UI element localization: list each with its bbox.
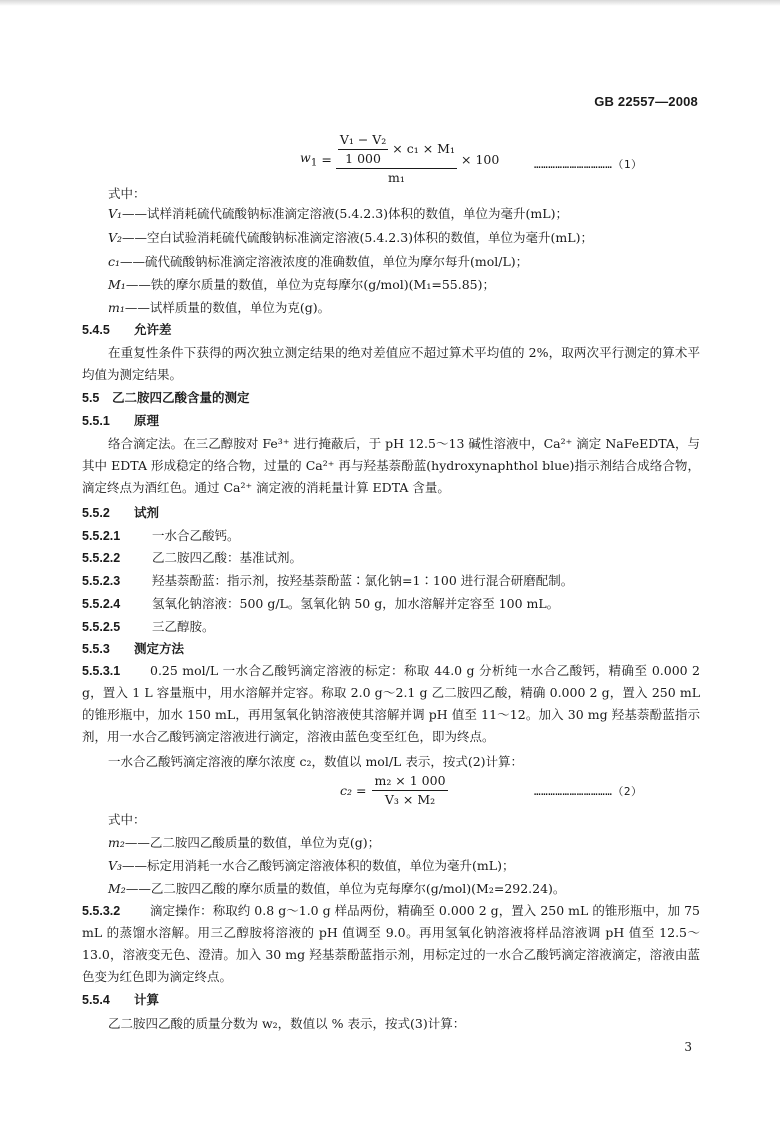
where-1-item: m₁——试样质量的数值，单位为克(g)。 — [108, 300, 331, 315]
formula-2 — [340, 773, 448, 808]
reagent-item: 5.5.2.3 羟基萘酚蓝：指示剂，按羟基萘酚蓝∶氯化钠=1∶100 进行混合研磨配制。 — [82, 573, 574, 588]
section-5-5-1-heading: 5.5.1 原理 — [82, 414, 160, 428]
formula-1-times-100: × 100 — [461, 151, 500, 167]
where-1-item: V₁——试样消耗硫代硫酸钠标准滴定溶液(5.4.2.3)体积的数值，单位为毫升(mL)； — [108, 206, 568, 221]
section-5-5-2-heading: 5.5.2 试剂 — [82, 506, 160, 520]
reagent-item: 5.5.2.5 三乙醇胺。 — [82, 619, 215, 634]
where-1-item: V₂——空白试验消耗硫代硫酸钠标准滴定溶液(5.4.2.3)体积的数值，单位为毫升(mL)； — [108, 230, 593, 245]
formula-1-lhs: w — [300, 149, 311, 165]
formula-2-label: ……………………………（2） — [534, 785, 643, 798]
scan-edge — [0, 0, 780, 6]
concentration-text: 一水合乙酸钙滴定溶液的摩尔浓度 c₂，数值以 mol/L 表示，按式(2)计算： — [108, 754, 524, 769]
section-5-4-5-text: 在重复性条件下获得的两次独立测定结果的绝对差值应不超过算术平均值的 2%，取两次平行测定的算术平均值为测定结果。 — [82, 345, 700, 382]
where-2-item: V₃——标定用消耗一水合乙酸钙滴定溶液体积的数值，单位为毫升(mL)； — [108, 858, 515, 873]
section-5-4-5-heading: 5.4.5 允许差 — [82, 323, 172, 337]
formula-1-c1-m1: × c₁ × M₁ — [392, 141, 455, 156]
section-5-5-4-text: 乙二胺四乙酸的质量分数为 w₂，数值以 % 表示，按式(3)计算： — [108, 1016, 466, 1031]
section-5-5-1-text: 络合滴定法。在三乙醇胺对 Fe³⁺ 进行掩蔽后，于 pH 12.5～13 碱性溶液中，Ca²⁺ 滴定 NaFeEDTA，与其中 EDTA 形成稳定的络合物，过量的 Ca²⁺ 再与羟基萘酚蓝(hydroxynaphthol blue)指示剂结合成络合物，滴定终点为酒红色。通过 Ca²⁺ 滴定液的消耗量计算 EDTA 含量。 — [82, 436, 700, 495]
reagent-item: 5.5.2.4 氢氧化钠溶液：500 g/L。氢氧化钠 50 g，加水溶解并定容至 100 mL。 — [82, 596, 560, 611]
section-5-5-heading: 5.5 乙二胺四乙酸含量的测定 — [82, 391, 250, 405]
where-1-item: M₁——铁的摩尔质量的数值，单位为克每摩尔(g/mol)(M₁=55.85)； — [108, 277, 495, 292]
section-5-5-3-2-text: 5.5.3.2 滴定操作：称取约 0.8 g～1.0 g 样品两份，精确至 0.000 2 g，置入 250 mL 的锥形瓶中，加 75 mL 的蒸馏水溶解。用三乙醇胺将溶液的 pH 值调至 9.0。再用氢氧化钠溶液将样品溶液调 pH 值至 12.5～13.0，溶液变无色、澄清。加入 30 mg 羟基萘酚蓝指示剂，用标定过的一水合乙酸钙滴定溶液滴定，溶液由蓝色变为红色即为滴定终点。 — [82, 903, 700, 984]
standard-number: GB 22557—2008 — [594, 94, 698, 109]
where-1-item: c₁——硫代硫酸钠标准滴定溶液浓度的准确数值，单位为摩尔每升(mol/L)； — [108, 254, 529, 269]
formula-1-label: ……………………………（1） — [534, 158, 643, 171]
where-2-item: M₂——乙二胺四乙酸的摩尔质量的数值，单位为克每摩尔(g/mol)(M₂=292.24)。 — [108, 881, 566, 896]
reagent-item: 5.5.2.2 乙二胺四乙酸：基准试剂。 — [82, 550, 303, 565]
where-2-item: m₂——乙二胺四乙酸质量的数值，单位为克(g)； — [108, 835, 381, 850]
page-number: 3 — [684, 1040, 692, 1054]
section-5-5-3-heading: 5.5.3 测定方法 — [82, 642, 185, 656]
formula-2-numerator: m₂ × 1 000 — [372, 773, 447, 791]
where-1-heading: 式中： — [108, 186, 146, 201]
formula-1-inner-denominator: 1 000 — [345, 151, 381, 166]
formula-2-denominator: V₃ × M₂ — [384, 792, 436, 807]
reagent-item: 5.5.2.1 一水合乙酸钙。 — [82, 528, 240, 543]
formula-1 — [300, 132, 499, 186]
formula-2-lhs: c₂ = — [340, 783, 367, 798]
formula-1-lhs-sub: 1 — [310, 156, 318, 169]
section-5-5-3-1-text: 5.5.3.1 0.25 mol/L 一水合乙酸钙滴定溶液的标定：称取 44.0 g 分析纯一水合乙酸钙，精确至 0.000 2 g，置入 1 L 容量瓶中，用水溶解并定容。称取 2.0 g～2.1 g 乙二胺四乙酸，精确 0.000 2 g，置入 250 mL 的锥形瓶中，加水 150 mL，再用氢氧化钠溶液使其溶解并调 pH 值至 11～12。加入 30 mg 羟基萘酚蓝指示剂，用一水合乙酸钙滴定溶液进行滴定，溶液由蓝色变至红色，即为终点。 — [82, 663, 700, 744]
formula-1-eq: = — [321, 151, 332, 167]
formula-1-inner-numerator: V₁ − V₂ — [338, 132, 389, 150]
section-5-5-4-heading: 5.5.4 计算 — [82, 993, 160, 1007]
where-2-heading: 式中： — [108, 812, 146, 827]
formula-1-outer-denominator: m₁ — [387, 170, 405, 185]
